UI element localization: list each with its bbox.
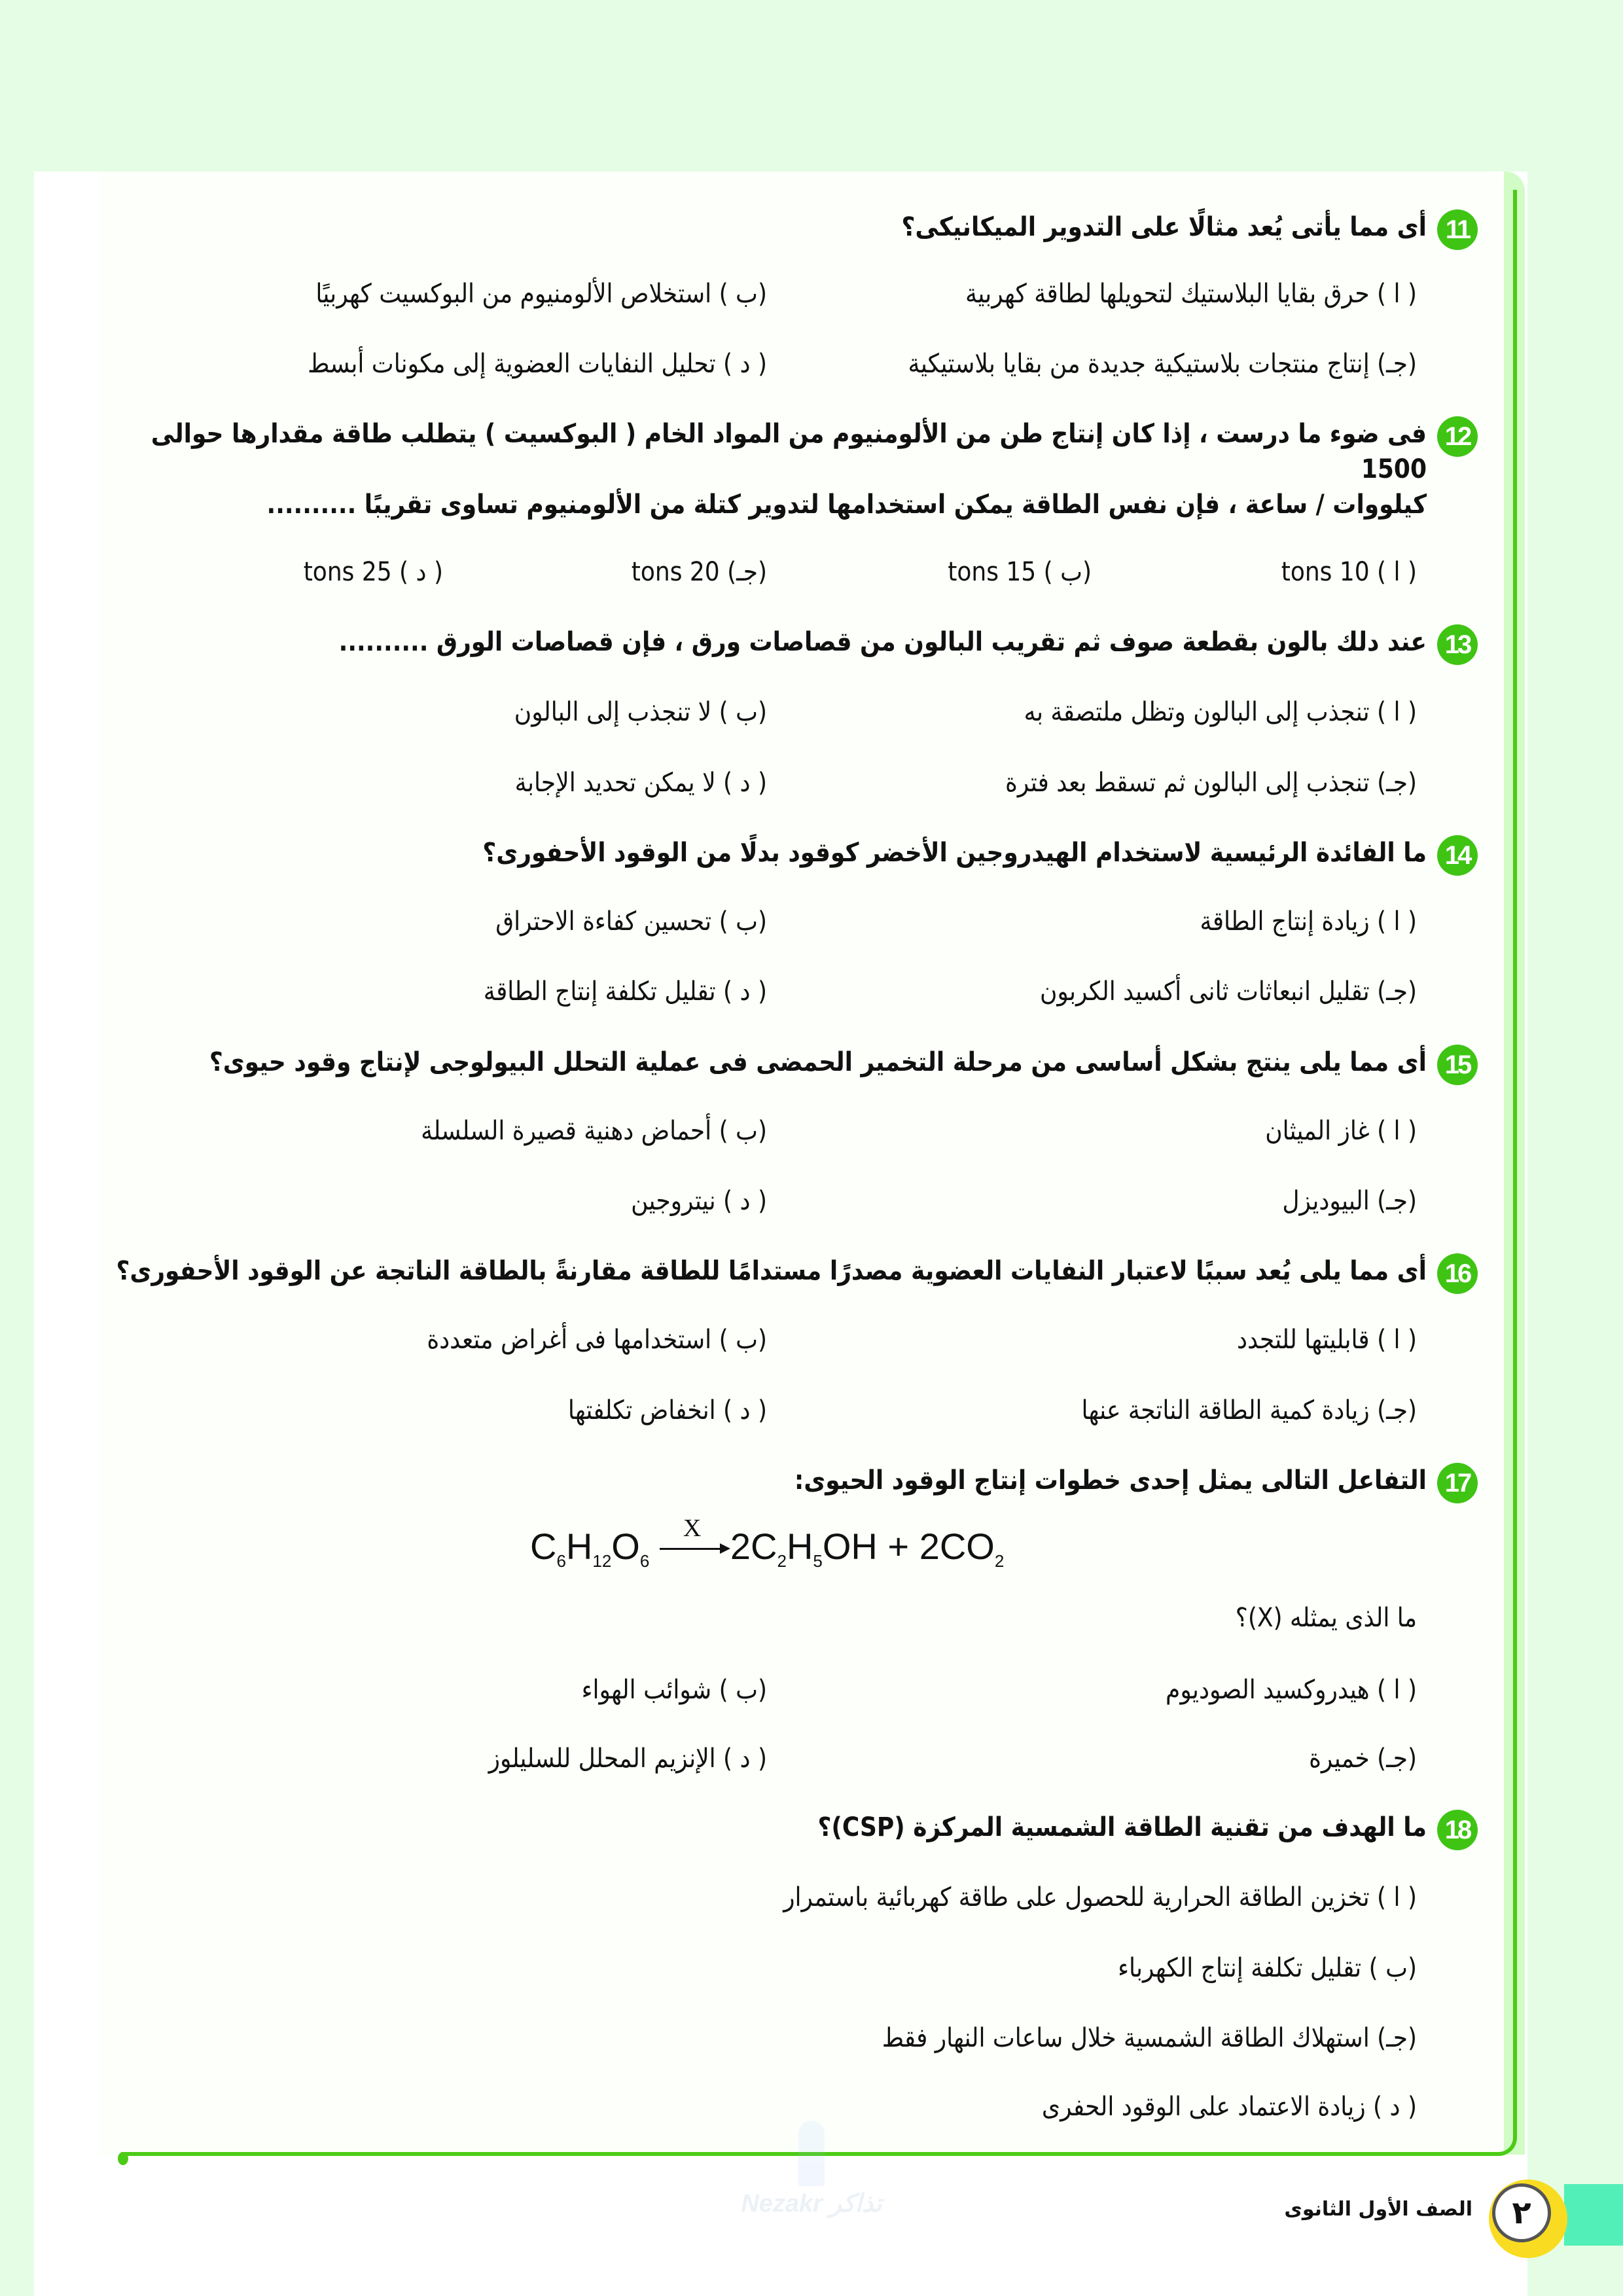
subscript: 2 xyxy=(777,1551,787,1571)
subscript: 2 xyxy=(994,1551,1005,1571)
option-d[interactable]: ( د ) الإنزيم المحلل للسليلوز xyxy=(488,1744,767,1774)
reactant-c: C xyxy=(530,1526,557,1567)
question-text: أى مما يأتى يُعد مثالًا على التدوير الميكانيكى؟ xyxy=(901,212,1427,242)
option-c[interactable]: (جـ) خميرة xyxy=(1309,1744,1417,1774)
option-d[interactable]: ( د ) نيتروجين xyxy=(631,1186,767,1216)
question-number-badge: 13 xyxy=(1437,624,1478,665)
option-a[interactable]: ( ا ) حرق بقايا البلاستيك لتحويلها لطاقة كهربية xyxy=(965,279,1417,309)
page-number: ٢ xyxy=(1492,2183,1551,2242)
question-text: عند دلك بالون بقطعة صوف ثم تقريب البالون من قصاصات ورق ، فإن قصاصات الورق .......... xyxy=(338,627,1427,657)
option-c[interactable]: (جـ) تنجذب إلى البالون ثم تسقط بعد فترة xyxy=(1005,768,1417,798)
option-a[interactable]: ( ا ) هيدروكسيد الصوديوم xyxy=(1166,1675,1417,1705)
question-number-badge: 17 xyxy=(1437,1463,1478,1503)
option-a[interactable]: ( ا ) زيادة إنتاج الطاقة xyxy=(1200,906,1417,937)
option-a[interactable]: ( ا ) 10 tons xyxy=(1281,557,1417,587)
option-d[interactable]: ( د ) تقليل تكلفة إنتاج الطاقة xyxy=(483,977,767,1007)
border-end-dot xyxy=(118,2152,128,2165)
subscript: 5 xyxy=(813,1551,823,1571)
grade-label: الصف الأول الثانوى xyxy=(1284,2198,1472,2221)
question-number-badge: 12 xyxy=(1437,416,1478,457)
option-c[interactable]: (جـ) إنتاج منتجات بلاستيكية جديدة من بقايا بلاستيكية xyxy=(908,349,1417,379)
question-text: التفاعل التالى يمثل إحدى خطوات إنتاج الوقود الحيوى: xyxy=(794,1465,1427,1496)
option-b[interactable]: (ب ) شوائب الهواء xyxy=(581,1675,767,1705)
option-a[interactable]: ( ا ) تنجذب إلى البالون وتظل ملتصقة به xyxy=(1024,697,1417,727)
option-b[interactable]: (ب ) استخدامها فى أغراض متعددة xyxy=(427,1325,767,1355)
question-text: أى مما يلى يُعد سببًا لاعتبار النفايات العضوية مصدرًا مستدامًا للطاقة مقارنةً بالطاقة الناتجة عن الوقود الأحفورى؟ xyxy=(116,1256,1427,1286)
subscript: 6 xyxy=(556,1551,566,1571)
logo-icon xyxy=(798,2121,825,2186)
option-d[interactable]: ( د ) زيادة الاعتماد على الوقود الحفرى xyxy=(1041,2092,1417,2122)
option-b[interactable]: (ب ) تحسين كفاءة الاحتراق xyxy=(495,906,767,937)
option-c[interactable]: (جـ) 20 tons xyxy=(631,557,767,587)
option-d[interactable]: ( د ) انخفاض تكلفتها xyxy=(567,1395,767,1426)
chemical-equation xyxy=(530,1515,1005,1571)
option-b[interactable]: (ب ) تقليل تكلفة إنتاج الكهرباء xyxy=(1118,1953,1417,1983)
question-text: ما الهدف من تقنية الطاقة الشمسية المركزة (CSP)؟ xyxy=(817,1812,1427,1842)
option-b[interactable]: (ب ) أحماض دهنية قصيرة السلسلة xyxy=(421,1116,767,1146)
option-b[interactable]: (ب ) استخلاص الألومنيوم من البوكسيت كهربيًا xyxy=(315,279,767,309)
option-b[interactable]: (ب ) 15 tons xyxy=(948,557,1092,587)
question-number-badge: 14 xyxy=(1437,835,1478,876)
product-ethanol: 2C xyxy=(730,1526,777,1567)
sub-question: ما الذى يمثله (X)؟ xyxy=(1235,1603,1417,1633)
reactant-h: H xyxy=(565,1526,593,1567)
question-number-badge: 15 xyxy=(1437,1045,1478,1085)
question-number-badge: 11 xyxy=(1437,209,1478,250)
question-text-continued: كيلووات / ساعة ، فإن نفس الطاقة يمكن استخدامها لتدوير كتلة من الألومنيوم تساوى تقريبًا .......... xyxy=(266,490,1427,520)
page-background-top xyxy=(0,0,1623,171)
footer-band xyxy=(1564,2184,1623,2246)
option-a[interactable]: ( ا ) تخزين الطاقة الحرارية للحصول على طاقة كهربائية باستمرار xyxy=(783,1882,1417,1912)
reaction-arrow-icon xyxy=(660,1515,730,1562)
option-c[interactable]: (جـ) زيادة كمية الطاقة الناتجة عنها xyxy=(1081,1395,1417,1426)
page-margin-left xyxy=(0,0,34,2296)
option-c[interactable]: (جـ) تقليل انبعاثات ثانى أكسيد الكربون xyxy=(1039,977,1417,1007)
subscript: 12 xyxy=(592,1551,612,1571)
watermark-text: Nezakr تذاكر xyxy=(741,2190,882,2217)
option-b[interactable]: (ب ) لا تنجذب إلى البالون xyxy=(514,697,767,727)
question-text: ما الفائدة الرئيسية لاستخدام الهيدروجين الأخضر كوقود بدلًا من الوقود الأحفورى؟ xyxy=(482,838,1427,868)
option-c[interactable]: (جـ) استهلاك الطاقة الشمسية خلال ساعات النهار فقط xyxy=(882,2023,1417,2053)
option-a[interactable]: ( ا ) غاز الميثان xyxy=(1265,1116,1417,1146)
question-text: أى مما يلى ينتج بشكل أساسى من مرحلة التخمير الحمضى فى عملية التحلل البيولوجى لإنتاج وقود حيوى؟ xyxy=(209,1047,1427,1077)
arrow-label: X xyxy=(683,1515,702,1543)
question-number-badge: 16 xyxy=(1437,1253,1478,1294)
watermark-logo xyxy=(720,2121,903,2219)
product-h: H xyxy=(786,1526,813,1567)
option-c[interactable]: (جـ) البيوديزل xyxy=(1282,1186,1417,1216)
product-rest: OH + 2CO xyxy=(822,1526,995,1567)
option-d[interactable]: ( د ) لا يمكن تحديد الإجابة xyxy=(514,768,767,798)
page-margin-right xyxy=(1527,0,1623,2296)
subscript: 6 xyxy=(639,1551,650,1571)
option-d[interactable]: ( د ) تحليل النفايات العضوية إلى مكونات أبسط xyxy=(308,349,767,379)
option-d[interactable]: ( د ) 25 tons xyxy=(303,557,443,587)
reactant-o: O xyxy=(611,1526,640,1567)
question-number-badge: 18 xyxy=(1437,1810,1478,1850)
option-a[interactable]: ( ا ) قابليتها للتجدد xyxy=(1237,1325,1417,1355)
question-text: فى ضوء ما درست ، إذا كان إنتاج طن من الألومنيوم من المواد الخام ( البوكسيت ) يتطلب طاقة مقدارها حوالى 1500 xyxy=(151,419,1427,484)
